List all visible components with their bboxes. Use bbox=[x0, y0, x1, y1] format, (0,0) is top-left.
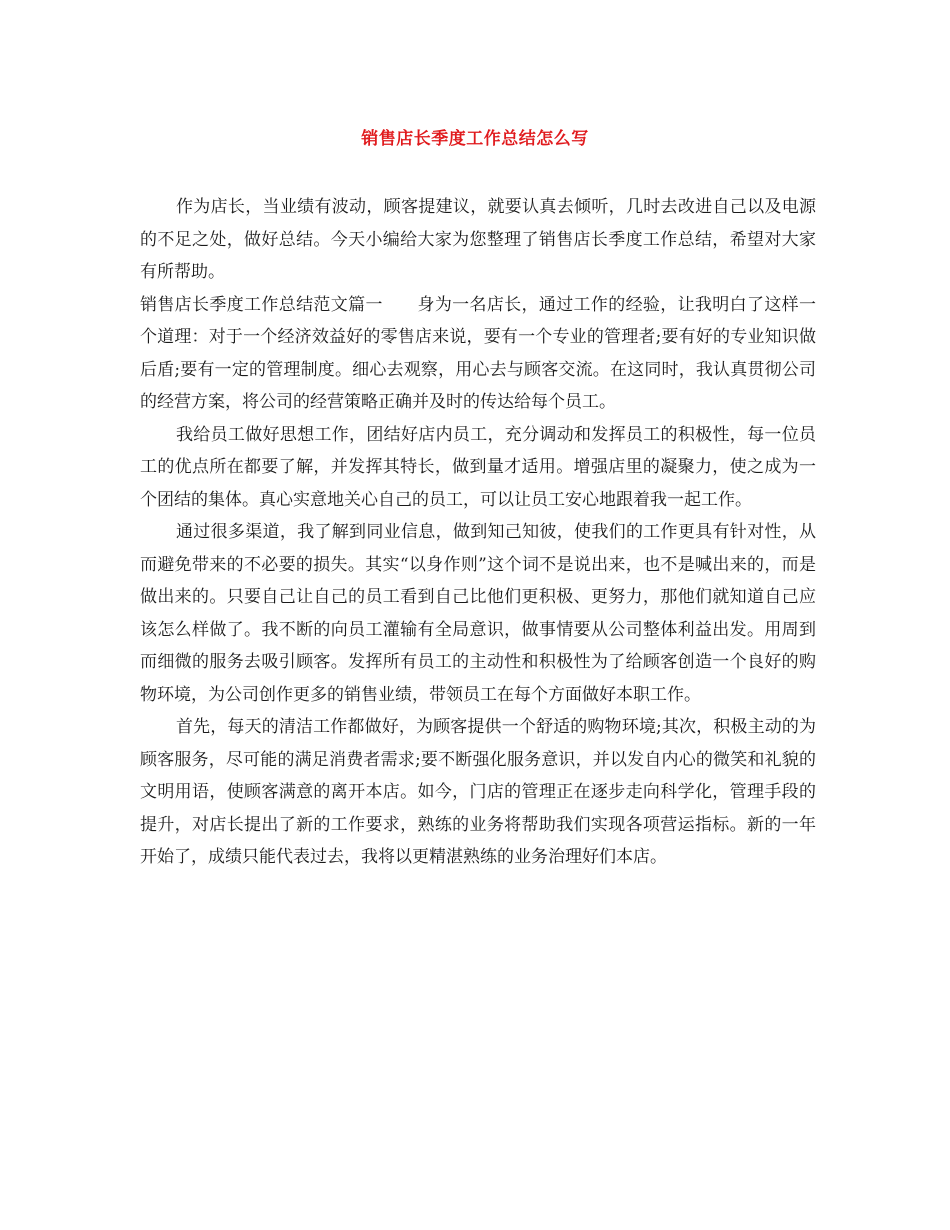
paragraph-service: 首先，每天的清洁工作都做好，为顾客提供一个舒适的购物环境;其次，积极主动的为顾客服务，尽可能的满足消费者需求;要不断强化服务意识，并以发自内心的微笑和礼貌的文明用语，使顾客满意的离开本店。如今，门店的管理正在逐步走向科学化，管理手段的提升，对店长提出了新的工作要求，熟练的业务将帮助我们实现各项营运指标。新的一年开始了，成绩只能代表过去，我将以更精湛熟练的业务治理好们本店。 bbox=[140, 717, 816, 867]
paragraph-intro: 作为店长，当业绩有波动，顾客提建议，就要认真去倾听，几时去改进自己以及电源的不足之处，做好总结。今天小编给大家为您整理了销售店长季度工作总结，希望对大家有所帮助。 bbox=[140, 197, 816, 282]
paragraph-lead-by-example: 通过很多渠道，我了解到同业信息，做到知己知彼，使我们的工作更具有针对性，从而避免带来的不必要的损失。其实“以身作则”这个词不是说出来，也不是喊出来的，而是做出来的。只要自己让自己的员工看到自己比他们更积极、更努力，那他们就知道自己应该怎么样做了。我不断的向员工灌输有全局意识，做事情要从公司整体利益出发。用周到而细微的服务去吸引顾客。发挥所有员工的主动性和积极性为了给顾客创造一个良好的购物环境，为公司创作更多的销售业绩，带领员工在每个方面做好本职工作。 bbox=[140, 522, 816, 705]
document-body bbox=[140, 191, 816, 874]
document-title: 销售店长季度工作总结怎么写 bbox=[361, 129, 589, 149]
paragraph-section-one: 销售店长季度工作总结范文篇一 身为一名店长，通过工作的经验，让我明白了这样一个道理：对于一个经济效益好的零售店来说，要有一个专业的管理者;要有好的专业知识做后盾;要有一定的管理制度。细心去观察，用心去与顾客交流。在这同时，我认真贯彻公司的经营方案，将公司的经营策略正确并及时的传达给每个员工。 bbox=[140, 294, 816, 412]
paragraph-staff-work: 我给员工做好思想工作，团结好店内员工，充分调动和发挥员工的积极性，每一位员工的优点所在都要了解，并发挥其特长，做到量才适用。增强店里的凝聚力，使之成为一个团结的集体。真心实意地关心自己的员工，可以让员工安心地跟着我一起工作。 bbox=[140, 424, 816, 510]
